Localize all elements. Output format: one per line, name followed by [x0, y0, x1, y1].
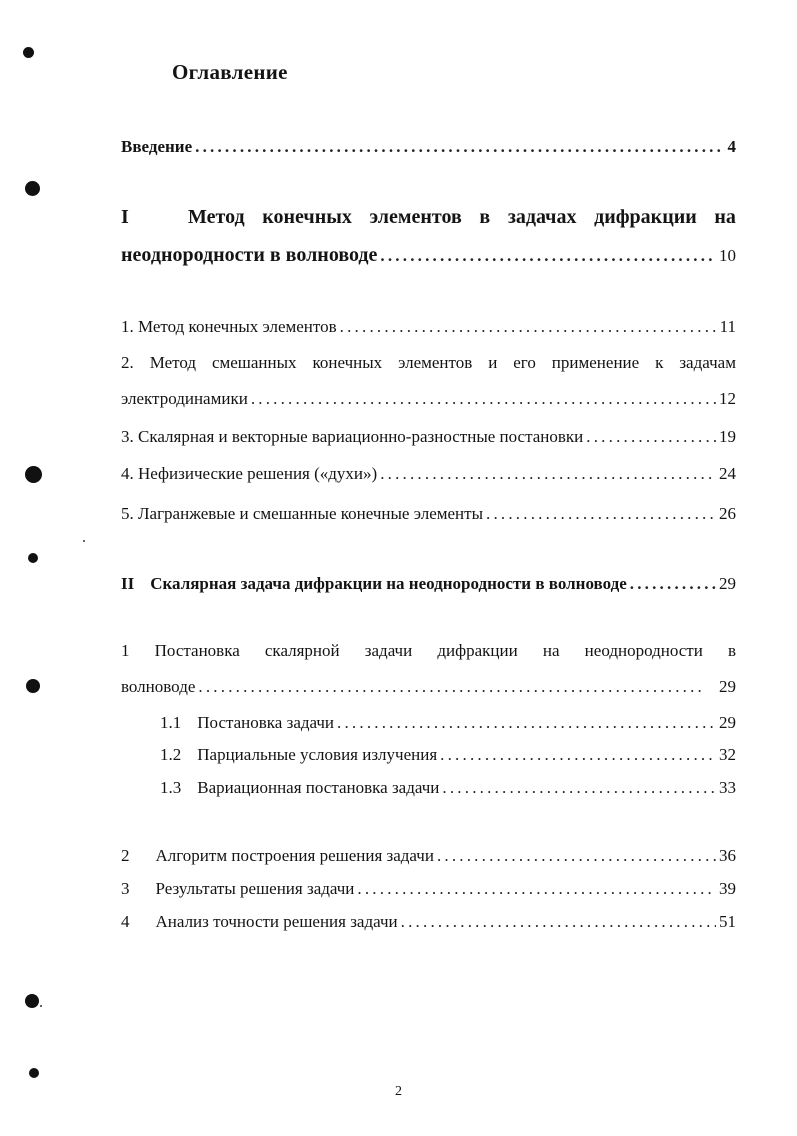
toc-word: задачи [364, 641, 413, 660]
toc-chapter-1-line1[interactable] [121, 204, 736, 230]
toc-leader [486, 503, 716, 525]
binder-hole [25, 994, 39, 1008]
toc-section-1-line1[interactable] [121, 640, 736, 662]
toc-label: 4. Нефизические решения («духи») [121, 464, 378, 483]
toc-chapter-2[interactable] [121, 573, 736, 595]
toc-word: его [513, 353, 536, 372]
toc-label: волноводе [121, 677, 196, 696]
chapter-number: II [121, 574, 135, 593]
scan-speck [83, 540, 85, 542]
toc-word: 2. [121, 353, 134, 372]
toc-word: применение [551, 353, 640, 372]
page-title: Оглавление [172, 60, 288, 84]
toc-page: 32 [719, 745, 736, 764]
heading-word: конечных [262, 206, 352, 228]
toc-label: Парциальные условия излучения [197, 745, 438, 764]
toc-word: конечных [312, 353, 383, 372]
toc-number: 4 [121, 912, 130, 931]
toc-label: неоднородности в волноводе [121, 244, 378, 266]
toc-leader [442, 777, 716, 799]
toc-entry[interactable] [121, 911, 736, 933]
toc-word: в [727, 641, 736, 660]
toc-label: Скалярная задача дифракции на неоднородности в волноводе [150, 574, 627, 593]
toc-page: 12 [719, 389, 736, 408]
scan-speck [40, 1005, 42, 1007]
toc-number: 1.3 [160, 778, 182, 797]
binder-hole [25, 181, 40, 196]
toc-entry[interactable] [121, 878, 736, 900]
toc-entry[interactable] [121, 426, 736, 448]
toc-subsection[interactable] [160, 744, 736, 766]
toc-word: и [488, 353, 498, 372]
toc-label: Введение [121, 137, 193, 156]
binder-hole [23, 47, 34, 58]
toc-page: 29 [719, 574, 736, 593]
toc-leader [357, 878, 716, 900]
toc-label: Постановка задачи [197, 713, 335, 732]
toc-word: на [542, 641, 560, 660]
toc-chapter-1-line2[interactable] [121, 242, 736, 269]
heading-word: на [714, 206, 736, 228]
toc-entry-line2[interactable] [121, 388, 736, 410]
toc-page: 29 [719, 713, 736, 732]
toc-subsection[interactable] [160, 712, 736, 734]
toc-number: 1.2 [160, 745, 182, 764]
toc-word: 1 [121, 641, 130, 660]
toc-entry[interactable] [121, 316, 736, 338]
toc-label: 3. Скалярная и векторные вариационно-разностные постановки [121, 427, 584, 446]
toc-page: 4 [727, 137, 736, 156]
toc-word: задачам [679, 353, 736, 372]
toc-page: 26 [719, 504, 736, 523]
toc-leader [380, 463, 716, 485]
toc-page: 39 [719, 879, 736, 898]
toc-page: 51 [719, 912, 736, 931]
toc-leader [337, 712, 716, 734]
toc-word: неоднородности [584, 641, 703, 660]
heading-word: дифракции [594, 206, 697, 228]
toc-entry[interactable] [121, 845, 736, 867]
toc-leader [380, 243, 716, 269]
binder-hole [28, 553, 38, 563]
toc-leader [437, 845, 716, 867]
toc-entry-line1[interactable] [121, 352, 736, 374]
page-number: 2 [395, 1084, 402, 1099]
toc-entry-intro[interactable] [121, 136, 736, 158]
toc-label: электродинамики [121, 389, 248, 408]
toc-page: 29 [719, 677, 736, 696]
toc-label: 1. Метод конечных элементов [121, 317, 337, 336]
toc-leader [195, 136, 724, 158]
toc-number: 2 [121, 846, 130, 865]
toc-word: Метод [149, 353, 196, 372]
toc-number: 1.1 [160, 713, 182, 732]
toc-page: 24 [719, 464, 736, 483]
toc-subsection[interactable] [160, 777, 736, 799]
toc-section-1-line2[interactable] [121, 676, 736, 698]
toc-word: дифракции [437, 641, 518, 660]
heading-word: в [479, 206, 491, 228]
toc-entry[interactable] [121, 463, 736, 485]
toc-number: 3 [121, 879, 130, 898]
toc-label: Результаты решения задачи [155, 879, 355, 898]
toc-leader [251, 388, 716, 410]
toc-leader [440, 744, 716, 766]
toc-word: элементов [398, 353, 473, 372]
toc-label: Вариационная постановка задачи [197, 778, 440, 797]
toc-page: 19 [719, 427, 736, 446]
toc-entry[interactable] [121, 503, 736, 525]
toc-word: к [655, 353, 664, 372]
toc-page: 33 [719, 778, 736, 797]
toc-leader [198, 676, 703, 698]
toc-page: 11 [719, 317, 736, 336]
toc-label: Алгоритм построения решения задачи [155, 846, 434, 865]
toc-leader [401, 911, 716, 933]
binder-hole [26, 679, 40, 693]
toc-word: смешанных [211, 353, 297, 372]
toc-leader [586, 426, 716, 448]
heading-word: Метод [188, 206, 245, 228]
toc-page: 36 [719, 846, 736, 865]
chapter-number: I [121, 206, 129, 228]
toc-leader [340, 316, 717, 338]
binder-hole [25, 466, 42, 483]
toc-label: 5. Лагранжевые и смешанные конечные элементы [121, 504, 483, 523]
heading-word: элементов [369, 206, 462, 228]
heading-word: задачах [507, 206, 577, 228]
toc-word: скалярной [264, 641, 340, 660]
toc-leader [630, 573, 716, 595]
toc-label: Анализ точности решения задачи [155, 912, 398, 931]
toc-word: Постановка [154, 641, 240, 660]
binder-hole [29, 1068, 39, 1078]
toc-page: 10 [719, 246, 736, 265]
